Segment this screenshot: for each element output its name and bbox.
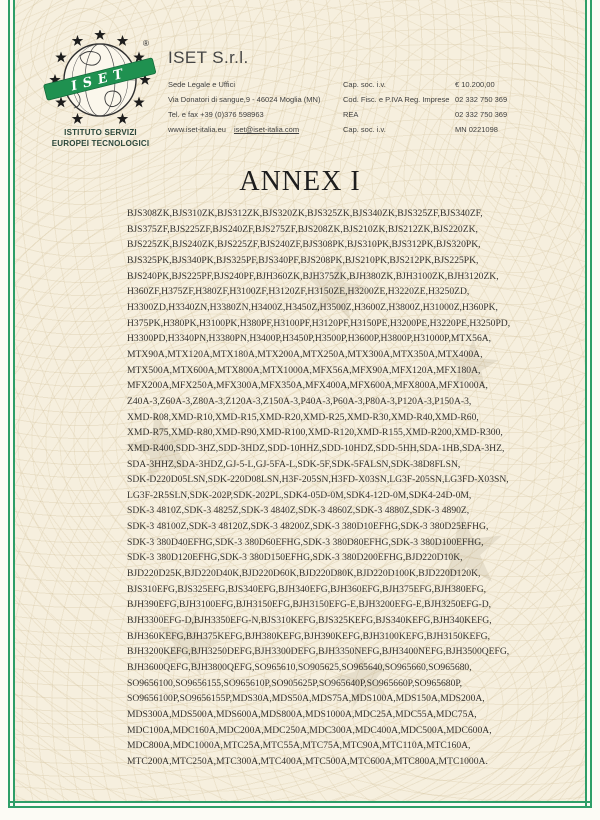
code-line: BJS375ZF,BJS225ZF,BJS240ZF,BJS275ZF,BJS208ZK,BJS210ZK,BJS212ZK,BJS220ZK, (127, 223, 478, 235)
code-line: MFX200A,MFX250A,MFX300A,MFX350A,MFX400A,MFX600A,MFX800A,MFX1000A, (127, 380, 488, 392)
contact-address-line: Via Donatori di sangue,9 - 46024 Moglia (MN) (168, 95, 321, 104)
company-logo (42, 30, 158, 135)
code-line: BJH360KEFG,BJH375KEFG,BJH380KEFG,BJH390KEFG,BJH3100KEFG,BJH3150KEFG, (127, 630, 491, 642)
code-line: XMD-R75,XMD-R80,XMD-R90,XMD-R100,XMD-R120,XMD-R155,XMD-R200,XMD-R300, (127, 427, 503, 439)
code-line: BJS308ZK,BJS310ZK,BJS312ZK,BJS320ZK,BJS325ZK,BJS340ZK,BJS325ZF,BJS340ZF, (127, 208, 483, 219)
registry-row (343, 110, 545, 125)
code-line: BJS310EFG,BJS325EFG,BJS340EFG,BJH340EFG,BJH360EFG,BJH375EFG,BJH380EFG, (127, 583, 487, 595)
code-line: MDC800A,MDC1000A,MTC25A,MTC55A,MTC75A,MTC90A,MTC110A,MTC160A, (127, 740, 471, 752)
annex-title: ANNEX I (239, 166, 361, 197)
contact-block (168, 80, 320, 140)
code-line: BJD220D25K,BJD220D40K,BJD220D60K,BJD220D80K,BJD220D100K,BJD220D120K, (127, 568, 481, 580)
contact-office-line: Sede Legale e Uffici (168, 80, 235, 89)
registry-label: Cod. Fisc. e P.IVA Reg. Imprese (343, 95, 450, 104)
registry-value: € 10.200,00 (455, 80, 495, 89)
registry-block (343, 80, 545, 140)
logo-caption-line1: ISTITUTO SERVIZI (64, 128, 137, 137)
code-line: SO9656100P,SO9656155P,MDS30A,MDS50A,MDS75A,MDS100A,MDS150A,MDS200A, (127, 693, 485, 705)
code-line: H375PK,H380PK,H3100PK,H380PF,H3100PF,H3120PF,H3150PE,H3200PE,H3220PE,H3250PD, (127, 317, 511, 329)
code-line: SDK-3 4810Z,SDK-3 4825Z,SDK-3 4840Z,SDK-3 4860Z,SDK-3 4880Z,SDK-3 4890Z, (127, 505, 470, 517)
contact-phone-line: Tel. e fax +39 (0)376 598963 (168, 110, 264, 119)
product-code-list (127, 206, 510, 770)
registry-row (343, 95, 545, 110)
code-line: BJS225ZK,BJS240ZK,BJS225ZF,BJS240ZF,BJS308PK,BJS310PK,BJS312PK,BJS320PK, (127, 239, 481, 251)
frame-border-bottom (8, 801, 592, 808)
code-line: MTX500A,MTX600A,MTX800A,MTX1000A,MFX56A,MFX90A,MFX120A,MFX180A, (127, 364, 481, 376)
registered-mark: ® (143, 39, 149, 48)
code-line: MTX90A,MTX120A,MTX180A,MTX200A,MTX250A,MTX300A,MTX350A,MTX400A, (127, 348, 483, 360)
code-line: BJS240PK,BJS225PF,BJS240PF,BJH360ZK,BJH375ZK,BJH380ZK,BJH3100ZK,BJH3120ZK, (127, 270, 499, 282)
frame-border-left (8, 0, 15, 808)
logo-brand-text: ISET (69, 65, 131, 95)
registry-value: 02 332 750 369 (455, 95, 508, 104)
code-line: Z40A-3,Z60A-3,Z80A-3,Z120A-3,Z150A-3,P40A-3,P60A-3,P80A-3,P120A-3,P150A-3, (127, 395, 472, 407)
company-email: iset@iset-italia.com (233, 125, 300, 134)
registry-label: REA (343, 110, 359, 119)
registry-label: Cap. soc. i.v. (343, 125, 386, 134)
company-name: ISET S.r.l. (168, 48, 249, 67)
code-line: H360ZF,H375ZF,H380ZF,H3100ZF,H3120ZF,H3150ZE,H3200ZE,H3220ZE,H3250ZD, (127, 286, 470, 298)
code-line: LG3F-2R5SLN,SDK-202P,SDK-202PL,SDK4-05D-0M,SDK4-12D-0M,SDK4-24D-0M, (127, 489, 472, 501)
logo-caption-line2: EUROPEI TECNOLOGICI (51, 138, 150, 148)
code-line: SDA-3HHZ,SDA-3HDZ,GJ-5-L,GJ-5FA-L,SDK-5F,SDK-5FALSN,SDK-38D8FLSN, (127, 458, 461, 470)
code-line: BJH3300EFG-D,BJH3350EFG-N,BJS310KEFG,BJS325KEFG,BJS340KEFG,BJH340KEFG, (127, 615, 492, 627)
registry-value: MN 0221098 (455, 125, 498, 134)
code-line: XMD-R400,SDD-3HZ,SDD-3HDZ,SDD-10HHZ,SDD-10HDZ,SDD-5HH,SDA-1HB,SDA-3HZ, (127, 442, 505, 454)
registry-label: Cap. soc. i.v. (343, 80, 386, 89)
code-line: H3300PD,H3340PN,H3380PN,H3400P,H3450P,H3500P,H3600P,H3800P,H31000P,MTX56A, (127, 333, 492, 345)
globe-stars-logo-icon (42, 30, 158, 130)
code-line: BJS325PK,BJS340PK,BJS325PF,BJS340PF,BJS208PK,BJS210PK,BJS212PK,BJS225PK, (127, 254, 479, 266)
code-line: MTC200A,MTC250A,MTC300A,MTC400A,MTC500A,MTC600A,MTC800A,MTC1000A. (127, 755, 488, 767)
code-line: BJH3200KEFG,BJH3250DEFG,BJH3300DEFG,BJH3350NEFG,BJH3400NEFG,BJH3500QEFG, (127, 646, 510, 658)
registry-row (343, 80, 545, 95)
code-line: BJH390EFG,BJH3100EFG,BJH3150EFG,BJH3150EFG-E,BJH3200EFG-E,BJH3250EFG-D, (127, 599, 492, 611)
contact-web-line (168, 125, 320, 140)
logo-caption (28, 128, 173, 149)
code-line: H3300ZD,H3340ZN,H3380ZN,H3400Z,H3450Z,H3500Z,H3600Z,H3800Z,H31000Z,H360PK, (127, 301, 498, 313)
code-line: SDK-D220D05LSN,SDK-220D08LSN,H3F-205SN,H3FD-X03SN,LG3F-205SN,LG3FD-X03SN, (127, 474, 509, 486)
code-line: SO9656100,SO9656155,SO965610P,SO905625P,SO965640P,SO965660P,SO965680P, (127, 677, 463, 689)
code-line: SDK-3 48100Z,SDK-3 48120Z,SDK-3 48200Z,SDK-3 380D10EFHG,SDK-3 380D25EFHG, (127, 521, 489, 533)
code-line: BJH3600QEFG,BJH3800QEFG,SO965610,SO905625,SO965640,SO965660,SO965680, (127, 662, 472, 674)
registry-value: 02 332 750 369 (455, 110, 508, 119)
code-line: SDK-3 380D120EFHG,SDK-3 380D150EFHG,SDK-3 380D200EFHG,BJD220D10K, (127, 552, 463, 564)
company-website: www.iset-italia.eu (168, 125, 226, 134)
code-line: XMD-R08,XMD-R10,XMD-R15,XMD-R20,XMD-R25,XMD-R30,XMD-R40,XMD-R60, (127, 411, 479, 423)
code-line: MDS300A,MDS500A,MDS600A,MDS800A,MDS1000A,MDC25A,MDC55A,MDC75A, (127, 709, 477, 720)
code-line: SDK-3 380D40EFHG,SDK-3 380D60EFHG,SDK-3 380D80EFHG,SDK-3 380D100EFHG, (127, 536, 484, 548)
code-line: MDC100A,MDC160A,MDC200A,MDC250A,MDC300A,MDC400A,MDC500A,MDC600A, (127, 724, 492, 736)
registry-row (343, 125, 545, 140)
frame-border-right (585, 0, 592, 808)
